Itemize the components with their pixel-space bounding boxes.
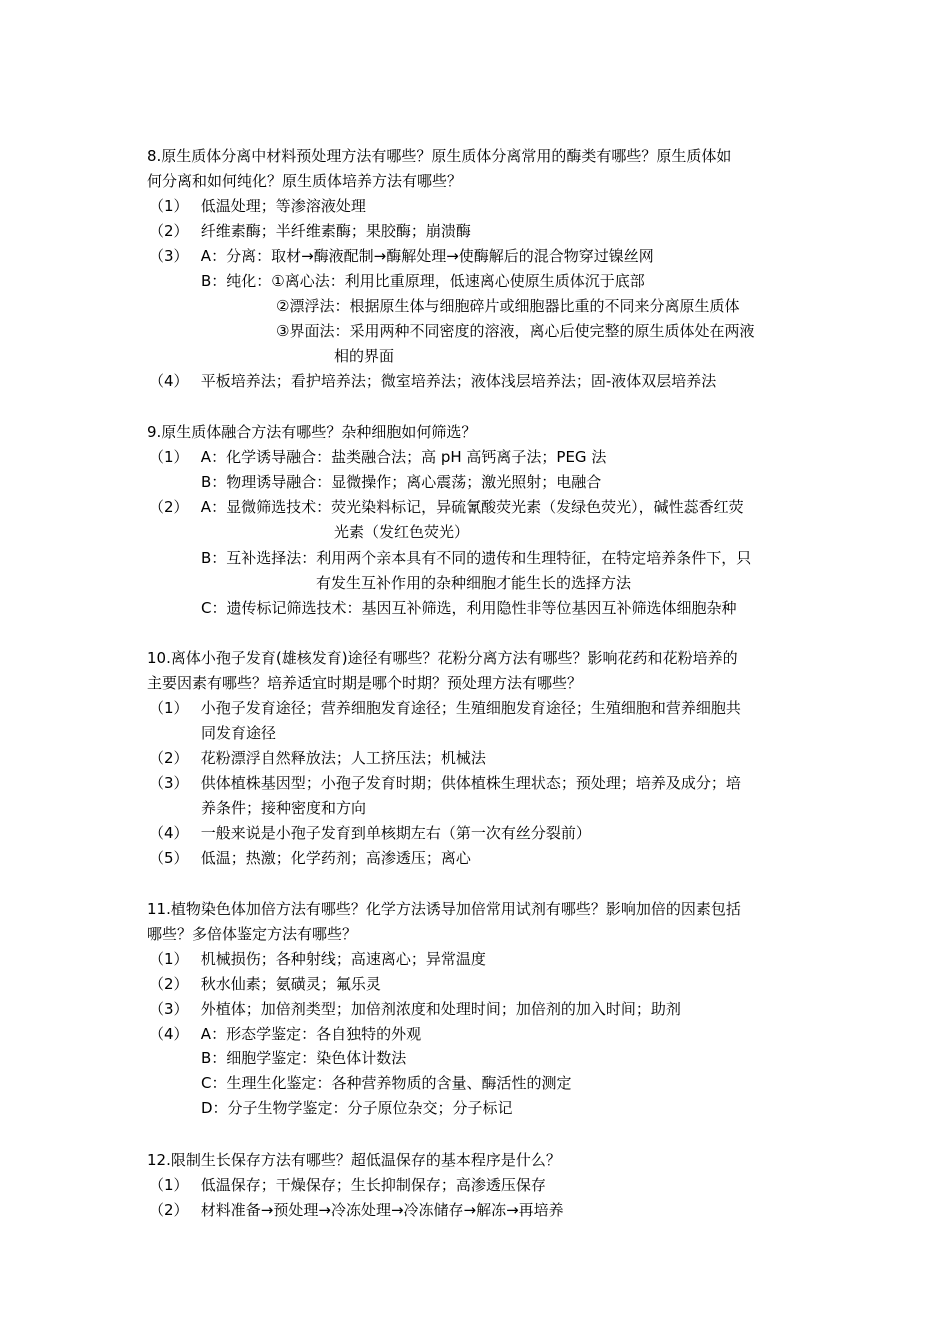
answer-line: （4） 平板培养法；看护培养法；微室培养法；液体浅层培养法；固-液体双层培养法 [149,372,717,390]
answer-line: （2） A：显微筛选技术：荧光染料标记，异硫氰酸荧光素（发绿色荧光），碱性蕊香红荧 [149,498,744,516]
answer-line: （3） A：分离：取材→酶液配制→酶解处理→使酶解后的混合物穿过镍丝网 [149,247,654,265]
question-10-title-line-2: 主要因素有哪些？培养适宜时期是哪个时期？预处理方法有哪些？ [147,674,583,692]
answer-line: ②漂浮法：根据原生体与细胞碎片或细胞器比重的不同来分离原生质体 [276,297,740,315]
answer-line: B：物理诱导融合：显微操作；离心震荡；激光照射；电融合 [201,473,602,491]
answer-line: （2） 花粉漂浮自然释放法；人工挤压法；机械法 [149,749,486,767]
answer-line: （5） 低温；热激；化学药剂；高渗透压；离心 [149,849,471,867]
answer-line: C：遗传标记筛选技术：基因互补筛选，利用隐性非等位基因互补筛选体细胞杂种 [201,599,737,617]
answer-line: B：细胞学鉴定：染色体计数法 [201,1049,407,1067]
answer-line: （1） 小孢子发育途径；营养细胞发育途径；生殖细胞发育途径；生殖细胞和营养细胞共 [149,699,741,717]
question-9-title-line-1: 9.原生质体融合方法有哪些？杂种细胞如何筛选？ [147,423,477,441]
answer-line: （4） 一般来说是小孢子发育到单核期左右（第一次有丝分裂前） [149,824,591,842]
answer-line: ③界面法：采用两种不同密度的溶液，离心后使完整的原生质体处在两液 [276,322,755,340]
answer-line: 养条件；接种密度和方向 [201,799,367,817]
answer-line: （1） 低温保存；干燥保存；生长抑制保存；高渗透压保存 [149,1176,546,1194]
answer-line: D：分子生物学鉴定：分子原位杂交；分子标记 [201,1099,513,1117]
answer-line: 有发生互补作用的杂种细胞才能生长的选择方法 [316,574,632,592]
answer-line: B：纯化：①离心法：利用比重原理，低速离心使原生质体沉于底部 [201,272,645,290]
question-10-title-line-1: 10.离体小孢子发育(雄核发育)途径有哪些？花粉分离方法有哪些？影响花药和花粉培养的 [147,649,738,667]
answer-line: （1） 低温处理；等渗溶液处理 [149,197,366,215]
answer-line: （2） 纤维素酶；半纤维素酶；果胶酶；崩溃酶 [149,222,471,240]
answer-line: （2） 秋水仙素；氨磺灵；氟乐灵 [149,975,381,993]
question-11-title-line-1: 11.植物染色体加倍方法有哪些？化学方法诱导加倍常用试剂有哪些？影响加倍的因素包括 [147,900,741,918]
question-8-title-line-1: 8.原生质体分离中材料预处理方法有哪些？原生质体分离常用的酶类有哪些？原生质体如 [147,147,732,165]
answer-line: （2） 材料准备→预处理→冷冻处理→冷冻储存→解冻→再培养 [149,1201,564,1219]
answer-line: （1） A：化学诱导融合：盐类融合法；高 pH 高钙离子法；PEG 法 [149,448,607,466]
answer-line: B：互补选择法：利用两个亲本具有不同的遗传和生理特征，在特定培养条件下，只 [201,549,752,567]
answer-line: 相的界面 [334,347,395,365]
answer-line: C：生理生化鉴定：各种营养物质的含量、酶活性的测定 [201,1074,572,1092]
question-11-title-line-2: 哪些？多倍体鉴定方法有哪些？ [147,925,358,943]
answer-line: （1） 机械损伤；各种射线；高速离心；异常温度 [149,950,486,968]
answer-line: 光素（发红色荧光） [334,523,470,541]
answer-line: （4） A：形态学鉴定：各自独特的外观 [149,1025,422,1043]
question-8-title-line-2: 何分离和如何纯化？原生质体培养方法有哪些？ [147,172,463,190]
question-12-title-line-1: 12.限制生长保存方法有哪些？超低温保存的基本程序是什么？ [147,1151,561,1169]
answer-line: （3） 外植体；加倍剂类型；加倍剂浓度和处理时间；加倍剂的加入时间；助剂 [149,1000,681,1018]
answer-line: 同发育途径 [201,724,277,742]
answer-line: （3） 供体植株基因型；小孢子发育时期；供体植株生理状态；预处理；培养及成分；培 [149,774,741,792]
